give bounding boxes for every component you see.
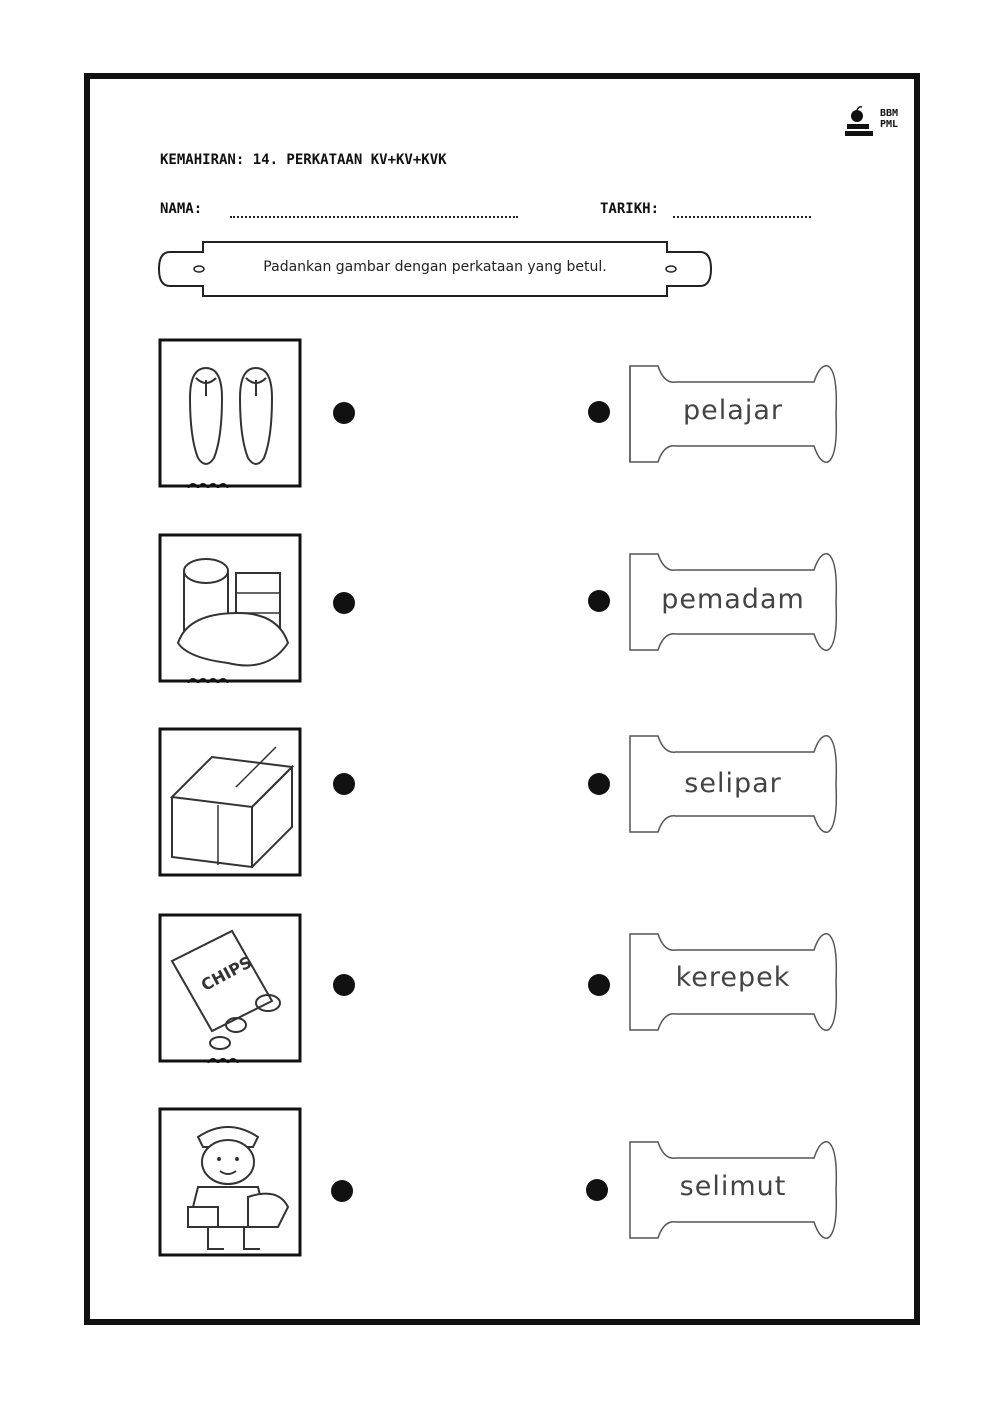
date-label: TARIKH: (600, 201, 660, 217)
instruction-text: Padankan gambar dengan perkataan yang betul. (263, 259, 607, 275)
picture-eraser[interactable] (158, 727, 302, 877)
svg-text:CHIPS: CHIPS (197, 952, 255, 995)
bbm-logo-icon (843, 104, 915, 140)
right-dot-4[interactable] (588, 974, 610, 996)
word-pemadam[interactable]: pemadam (661, 584, 805, 615)
left-dot-4[interactable] (333, 974, 355, 996)
word-pelajar[interactable]: pelajar (683, 395, 783, 426)
right-dot-1[interactable] (588, 401, 610, 423)
picture-sandals[interactable] (158, 338, 302, 488)
name-field[interactable] (230, 216, 518, 218)
word-kerepek[interactable]: kerepek (675, 962, 791, 993)
left-dot-1[interactable] (333, 402, 355, 424)
picture-blanket-pillow[interactable] (158, 533, 302, 683)
skill-title: KEMAHIRAN: 14. PERKATAAN KV+KV+KVK (160, 152, 447, 168)
right-dot-3[interactable] (588, 773, 610, 795)
word-selimut[interactable]: selimut (679, 1171, 787, 1202)
right-dot-2[interactable] (588, 590, 610, 612)
name-label: NAMA: (160, 201, 203, 217)
picture-student[interactable] (158, 1107, 302, 1257)
date-field[interactable] (673, 216, 811, 218)
right-dot-5[interactable] (586, 1179, 608, 1201)
word-selipar[interactable]: selipar (684, 768, 782, 799)
left-dot-5[interactable] (331, 1180, 353, 1202)
left-dot-3[interactable] (333, 773, 355, 795)
left-dot-2[interactable] (333, 592, 355, 614)
logo-text: BBM PML (880, 108, 899, 130)
picture-chips[interactable] (158, 913, 302, 1063)
